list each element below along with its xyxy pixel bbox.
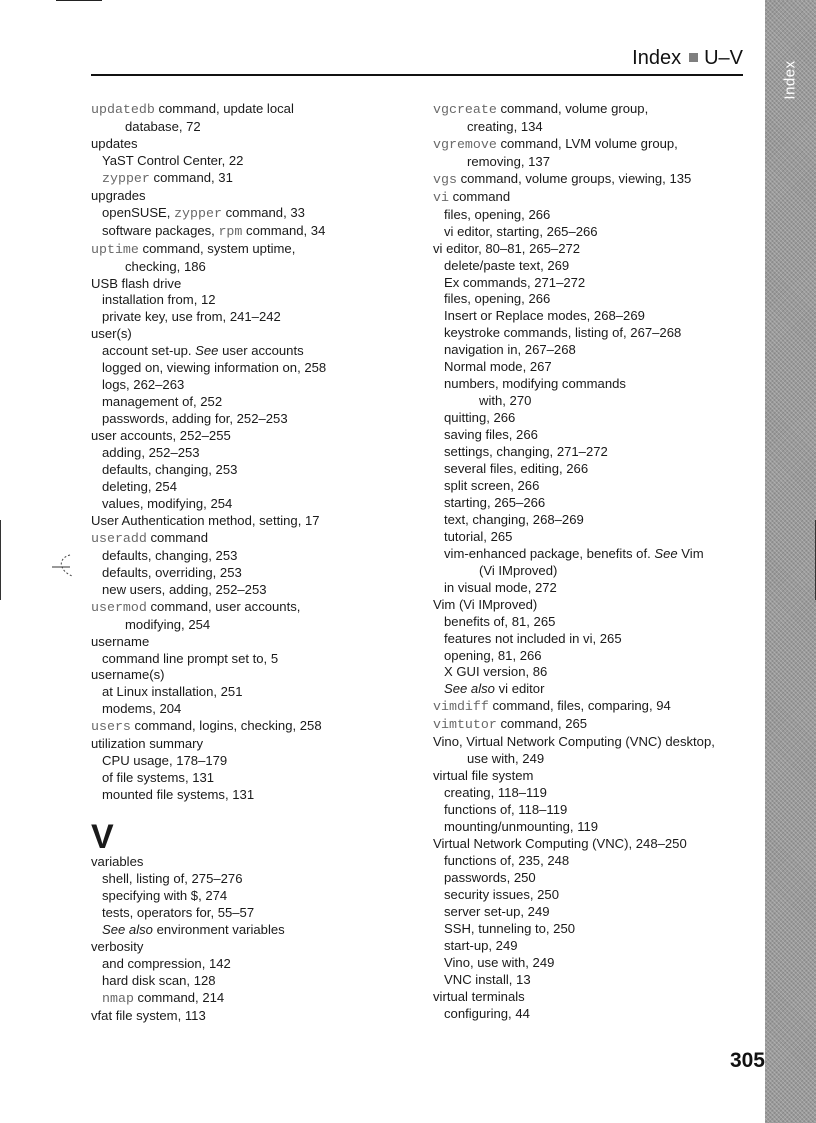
index-subentry xyxy=(433,529,753,546)
entry-text: environment variables xyxy=(152,921,285,937)
entry-text: openSUSE, xyxy=(102,204,175,220)
entry-text: Vino, Virtual Network Computing (VNC) desktop, xyxy=(433,734,715,750)
command-name: vi xyxy=(433,189,449,205)
entry-text: quitting, 266 xyxy=(444,410,516,426)
entry-text: database, 72 xyxy=(125,118,201,134)
page-number: 305 xyxy=(729,1049,765,1072)
entry-text: command, 33 xyxy=(221,204,305,220)
entry-text: command xyxy=(448,188,511,204)
section-letter-heading xyxy=(91,818,411,856)
command-name: rpm xyxy=(218,223,243,239)
index-entry xyxy=(433,241,753,258)
entry-text: account set-up. xyxy=(102,343,196,359)
command-name: vgcreate xyxy=(433,102,497,117)
index-subentry xyxy=(91,956,411,973)
index-entry xyxy=(433,989,753,1006)
entry-text: Insert or Replace modes, 268–269 xyxy=(444,308,645,324)
header-rule xyxy=(91,74,743,76)
index-entry xyxy=(433,734,753,751)
index-entry xyxy=(91,599,411,617)
index-subentry xyxy=(91,479,411,496)
index-subentry xyxy=(91,205,411,223)
entry-text: functions of, 118–119 xyxy=(444,802,568,818)
entry-text: USB flash drive xyxy=(91,275,182,291)
entry-text: V xyxy=(91,818,114,857)
entry-text: private key, use from, 241–242 xyxy=(102,309,281,325)
entry-text: and compression, 142 xyxy=(102,955,231,971)
index-subentry xyxy=(433,887,753,904)
index-subentry xyxy=(91,394,411,411)
entry-text: tests, operators for, 55–57 xyxy=(102,904,255,920)
cross-reference-label: See xyxy=(195,343,219,359)
entry-text: values, modifying, 254 xyxy=(102,495,233,511)
entry-text: username xyxy=(91,633,150,649)
entry-text: with, 270 xyxy=(479,393,532,409)
entry-text: command, files, comparing, 94 xyxy=(488,698,671,714)
index-subentry xyxy=(433,478,753,495)
running-head xyxy=(632,47,743,70)
side-thumb-tab xyxy=(765,0,816,1123)
entry-text: of file systems, 131 xyxy=(102,770,215,786)
index-entry-continuation xyxy=(433,751,753,768)
entry-text: hard disk scan, 128 xyxy=(102,972,216,988)
entry-text: username(s) xyxy=(91,667,165,683)
index-entry xyxy=(91,136,411,153)
entry-text: start-up, 249 xyxy=(444,937,518,953)
index-entry xyxy=(433,836,753,853)
index-subentry xyxy=(91,787,411,804)
running-head-label: Index xyxy=(632,47,682,69)
entry-text: User Authentication method, setting, 17 xyxy=(91,512,320,528)
index-subentry xyxy=(433,955,753,972)
index-entry xyxy=(433,189,753,207)
index-subentry xyxy=(433,938,753,955)
index-subentry xyxy=(91,565,411,582)
entry-text: in visual mode, 272 xyxy=(444,579,557,595)
index-subentry xyxy=(91,905,411,922)
entry-text: software packages, xyxy=(102,222,219,238)
command-name: useradd xyxy=(91,530,147,546)
index-subentry xyxy=(433,376,753,393)
index-entry xyxy=(433,597,753,614)
entry-text: variables xyxy=(91,854,144,870)
entry-text: checking, 186 xyxy=(125,258,206,274)
index-subentry xyxy=(91,990,411,1008)
index-subentry xyxy=(433,512,753,529)
entry-text: command, 265 xyxy=(496,716,588,732)
entry-text: security issues, 250 xyxy=(444,886,559,902)
cross-reference-label: See xyxy=(654,545,678,561)
index-subentry xyxy=(433,802,753,819)
entry-text: SSH, tunneling to, 250 xyxy=(444,920,576,936)
index-subentry xyxy=(91,651,411,668)
square-bullet-icon xyxy=(689,53,698,62)
index-entry xyxy=(91,854,411,871)
index-subentry xyxy=(433,410,753,427)
index-subentry xyxy=(433,546,753,563)
entry-text: vfat file system, 113 xyxy=(91,1007,206,1023)
index-entry xyxy=(433,698,753,716)
index-subentry xyxy=(433,681,753,698)
entry-text: saving files, 266 xyxy=(444,427,538,443)
entry-text: logs, 262–263 xyxy=(102,377,185,393)
entry-text: adding, 252–253 xyxy=(102,445,200,461)
entry-text: vim-enhanced package, benefits of. xyxy=(444,545,655,561)
entry-text: split screen, 266 xyxy=(444,477,540,493)
entry-text: command, 31 xyxy=(149,169,233,185)
index-subentry xyxy=(91,223,411,241)
entry-text: virtual terminals xyxy=(433,988,525,1004)
index-subentry xyxy=(433,664,753,681)
entry-text: at Linux installation, 251 xyxy=(102,684,243,700)
cross-reference-label: See also xyxy=(444,681,495,697)
entry-text: defaults, overriding, 253 xyxy=(102,564,242,580)
entry-text: passwords, adding for, 252–253 xyxy=(102,411,288,427)
entry-text: defaults, changing, 253 xyxy=(102,547,238,563)
command-name: users xyxy=(91,719,131,735)
index-entry xyxy=(91,667,411,684)
entry-text: navigation in, 267–268 xyxy=(444,342,576,358)
index-subentry xyxy=(91,701,411,718)
index-column-left xyxy=(91,101,411,1025)
entry-text: YaST Control Center, 22 xyxy=(102,152,244,168)
index-subentry xyxy=(433,495,753,512)
entry-text: Virtual Network Computing (VNC), 248–250 xyxy=(433,835,687,851)
entry-text: command, system uptime, xyxy=(138,240,296,256)
entry-text: command, logins, checking, 258 xyxy=(130,718,322,734)
entry-text: keystroke commands, listing of, 267–268 xyxy=(444,325,682,341)
index-entry-continuation xyxy=(433,119,753,136)
index-entry xyxy=(91,736,411,753)
index-entry xyxy=(91,428,411,445)
index-subentry xyxy=(433,853,753,870)
entry-text: user(s) xyxy=(91,326,132,342)
entry-text: features not included in vi, 265 xyxy=(444,630,622,646)
index-subentry xyxy=(91,445,411,462)
entry-text: command, update local xyxy=(154,101,294,116)
index-subentry xyxy=(433,580,753,597)
index-subentry-continuation xyxy=(433,563,753,580)
index-subentry xyxy=(433,258,753,275)
entry-text: mounting/unmounting, 119 xyxy=(444,819,599,835)
command-name: vgremove xyxy=(433,136,497,152)
index-subentry xyxy=(91,888,411,905)
entry-text: vi editor, starting, 265–266 xyxy=(444,223,598,239)
index-subentry xyxy=(433,461,753,478)
index-subentry xyxy=(91,548,411,565)
index-subentry xyxy=(433,904,753,921)
entry-text: server set-up, 249 xyxy=(444,903,550,919)
entry-text: mounted file systems, 131 xyxy=(102,787,255,803)
entry-text: modifying, 254 xyxy=(125,616,211,632)
entry-text: user accounts, 252–255 xyxy=(91,428,231,444)
entry-text: upgrades xyxy=(91,187,146,203)
index-entry xyxy=(91,634,411,651)
entry-text: command, 34 xyxy=(242,222,326,238)
index-subentry xyxy=(433,614,753,631)
index-subentry xyxy=(433,819,753,836)
index-subentry xyxy=(433,427,753,444)
entry-text: virtual file system xyxy=(433,768,534,784)
entry-text: user accounts xyxy=(218,343,304,359)
index-subentry xyxy=(91,411,411,428)
index-subentry xyxy=(91,582,411,599)
command-name: nmap xyxy=(102,990,134,1006)
index-subentry xyxy=(433,870,753,887)
entry-text: specifying with $, 274 xyxy=(102,887,228,903)
entry-text: utilization summary xyxy=(91,736,204,752)
entry-text: text, changing, 268–269 xyxy=(444,511,584,527)
entry-text: removing, 137 xyxy=(467,153,550,169)
index-subentry xyxy=(91,770,411,787)
index-subentry xyxy=(433,972,753,989)
entry-text: configuring, 44 xyxy=(444,1005,530,1021)
command-name: zypper xyxy=(102,170,150,186)
entry-text: command, 214 xyxy=(133,989,225,1005)
index-entry xyxy=(91,326,411,343)
index-subentry xyxy=(91,360,411,377)
entry-text: command xyxy=(146,529,208,545)
entry-text: deleting, 254 xyxy=(102,478,177,494)
entry-text: passwords, 250 xyxy=(444,869,536,885)
entry-text: management of, 252 xyxy=(102,394,223,410)
index-entry-continuation xyxy=(91,119,411,136)
command-name: vgs xyxy=(433,171,457,187)
index-subentry xyxy=(91,496,411,513)
margin-annotation-mark xyxy=(52,552,92,582)
entry-text: opening, 81, 266 xyxy=(444,647,542,663)
index-entry xyxy=(433,171,753,189)
entry-text: delete/paste text, 269 xyxy=(444,257,570,273)
index-subentry xyxy=(433,342,753,359)
entry-text: creating, 134 xyxy=(467,118,543,134)
entry-text: modems, 204 xyxy=(102,701,182,717)
index-entry xyxy=(433,768,753,785)
entry-text: creating, 118–119 xyxy=(444,785,547,801)
index-subentry xyxy=(91,153,411,170)
index-subentry xyxy=(433,648,753,665)
index-entry xyxy=(91,939,411,956)
entry-text: command, LVM volume group, xyxy=(496,135,678,151)
command-name: vimtutor xyxy=(433,717,497,733)
index-entry xyxy=(91,1008,411,1025)
index-subentry xyxy=(433,308,753,325)
command-name: zypper xyxy=(174,205,222,221)
index-entry xyxy=(91,241,411,259)
index-subentry xyxy=(433,275,753,292)
index-entry xyxy=(91,530,411,548)
index-entry-continuation xyxy=(91,617,411,634)
entry-text: Ex commands, 271–272 xyxy=(444,274,586,290)
entry-text: starting, 265–266 xyxy=(444,494,546,510)
index-subentry xyxy=(91,343,411,360)
entry-text: Vim xyxy=(677,545,704,561)
entry-text: command, volume groups, viewing, 135 xyxy=(456,170,692,186)
index-subentry xyxy=(91,377,411,394)
entry-text: settings, changing, 271–272 xyxy=(444,444,608,460)
index-subentry xyxy=(91,973,411,990)
command-name: uptime xyxy=(91,241,139,257)
entry-text: numbers, modifying commands xyxy=(444,376,626,392)
entry-text: VNC install, 13 xyxy=(444,971,531,987)
entry-text: functions of, 235, 248 xyxy=(444,852,570,868)
entry-text: benefits of, 81, 265 xyxy=(444,613,556,629)
index-entry xyxy=(91,718,411,736)
entry-text: verbosity xyxy=(91,938,144,954)
entry-text: files, opening, 266 xyxy=(444,206,551,222)
index-subentry xyxy=(91,871,411,888)
entry-text: use with, 249 xyxy=(467,751,545,767)
index-subentry xyxy=(91,922,411,939)
index-subentry xyxy=(433,1006,753,1023)
index-subentry xyxy=(433,224,753,241)
cross-reference-label: See also xyxy=(102,921,153,937)
entry-text: tutorial, 265 xyxy=(444,528,513,544)
index-entry-continuation xyxy=(433,154,753,171)
index-entry xyxy=(433,716,753,734)
index-subentry xyxy=(91,309,411,326)
index-subentry xyxy=(433,207,753,224)
index-entry xyxy=(91,513,411,530)
index-entry xyxy=(91,101,411,119)
entry-text: Vim (Vi IMproved) xyxy=(433,596,538,612)
index-entry xyxy=(91,188,411,205)
index-subentry xyxy=(91,170,411,188)
top-crop-rule xyxy=(56,0,102,1)
index-entry xyxy=(433,136,753,154)
entry-text: defaults, changing, 253 xyxy=(102,462,238,478)
index-subentry xyxy=(91,292,411,309)
index-subentry xyxy=(91,684,411,701)
index-subentry xyxy=(433,325,753,342)
entry-text: command line prompt set to, 5 xyxy=(102,650,279,666)
entry-text: vi editor xyxy=(494,681,545,697)
entry-text: several files, editing, 266 xyxy=(444,461,589,477)
entry-text: command, volume group, xyxy=(496,101,649,116)
index-entry-continuation xyxy=(91,259,411,276)
entry-text: shell, listing of, 275–276 xyxy=(102,871,243,887)
entry-text: X GUI version, 86 xyxy=(444,664,548,680)
entry-text: installation from, 12 xyxy=(102,292,216,308)
command-name: updatedb xyxy=(91,102,155,117)
left-edge-mark xyxy=(0,520,1,600)
index-column-right xyxy=(433,101,753,1022)
index-subentry xyxy=(91,753,411,770)
index-subentry xyxy=(433,444,753,461)
index-subentry xyxy=(433,785,753,802)
index-entry xyxy=(433,101,753,119)
side-tab-label: Index xyxy=(781,60,799,100)
index-subentry xyxy=(433,291,753,308)
command-name: vimdiff xyxy=(433,699,489,715)
entry-text: logged on, viewing information on, 258 xyxy=(102,360,327,376)
entry-text: vi editor, 80–81, 265–272 xyxy=(433,240,581,256)
entry-text: (Vi IMproved) xyxy=(479,562,558,578)
index-entry xyxy=(91,276,411,293)
entry-text: command, user accounts, xyxy=(146,598,301,614)
entry-text: CPU usage, 178–179 xyxy=(102,753,228,769)
command-name: usermod xyxy=(91,599,147,615)
running-head-range: U–V xyxy=(704,47,743,69)
entry-text: Normal mode, 267 xyxy=(444,359,552,375)
index-subentry-continuation xyxy=(433,393,753,410)
entry-text: updates xyxy=(91,135,138,151)
entry-text: new users, adding, 252–253 xyxy=(102,581,267,597)
entry-text: files, opening, 266 xyxy=(444,291,551,307)
index-subentry xyxy=(91,462,411,479)
index-subentry xyxy=(433,921,753,938)
entry-text: Vino, use with, 249 xyxy=(444,954,555,970)
index-subentry xyxy=(433,631,753,648)
index-subentry xyxy=(433,359,753,376)
